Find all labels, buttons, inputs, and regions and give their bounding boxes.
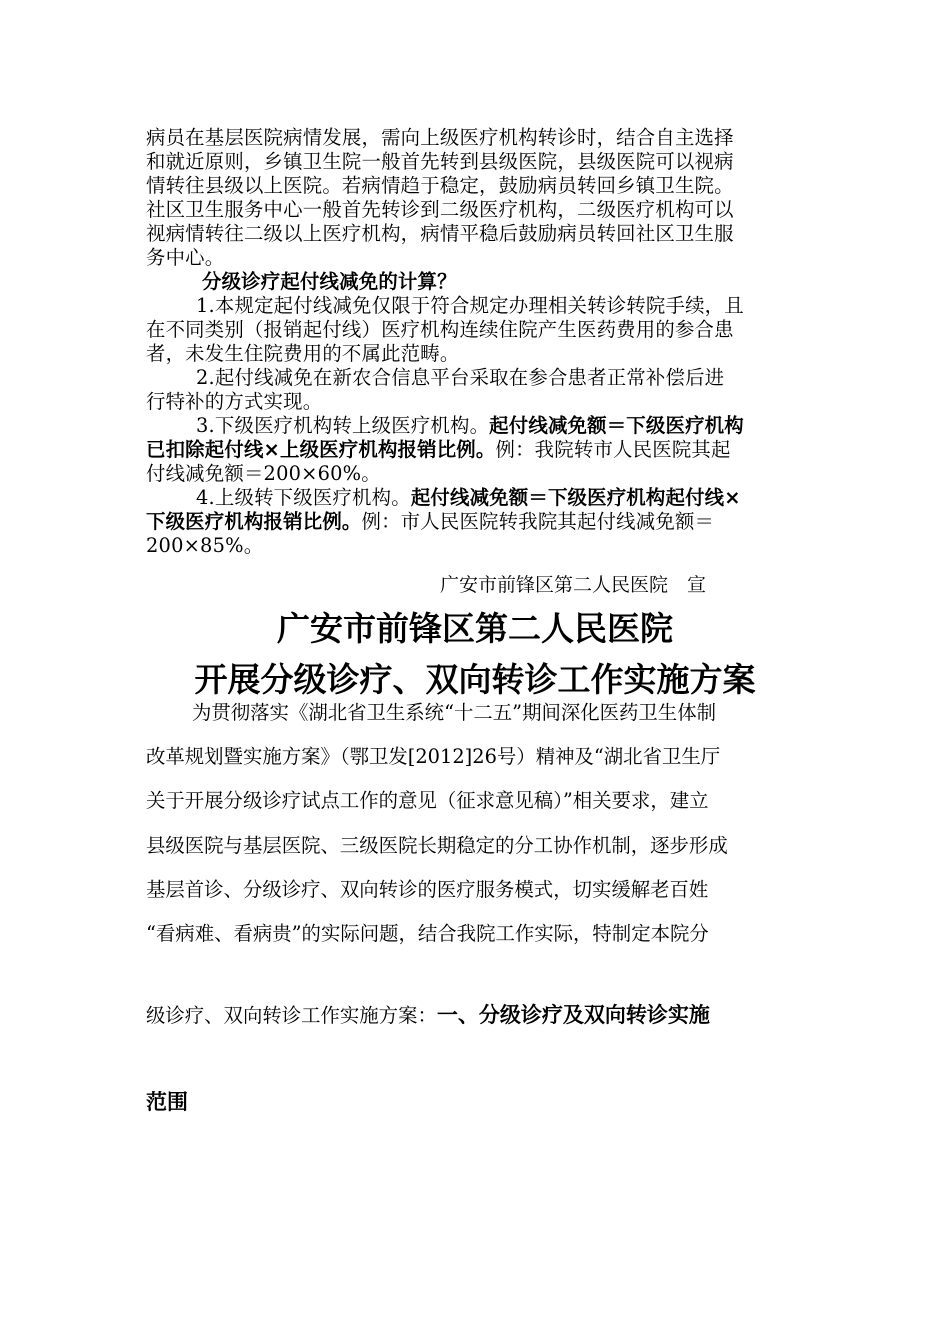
item-text: 例：市人民医院转我院其起付线减免额＝ [361,510,715,533]
paragraph-line: 社区卫生服务中心一般首先转诊到二级医疗机构，二级医疗机构可以 [146,198,734,221]
body-line: 为贯彻落实《湖北省卫生系统“十二五”期间深化医药卫生体制 [192,701,716,724]
paragraph-line: 病员在基层医院病情发展，需向上级医疗机构转诊时，结合自主选择 [146,126,734,149]
body-line: 县级医院与基层医院、三级医院长期稳定的分工协作机制，逐步形成 [146,834,728,857]
document-title: 广安市前锋区第二人民医院 [277,609,673,648]
item-line [146,414,806,438]
body-line: 关于开展分级诊疗试点工作的意见（征求意见稿）”相关要求，建立 [146,789,709,812]
body-line: 基层首诊、分级诊疗、双向转诊的医疗服务模式，切实缓解老百姓 [146,878,709,901]
section-heading: 一、分级诊疗及双向转诊实施 [436,1003,710,1027]
item-line: 行特补的方式实现。 [146,390,323,413]
item-line: 2.起付线减免在新农合信息平台采取在参合患者正常补偿后进 [196,366,725,389]
item-line [146,486,806,510]
item-line: 在不同类别（报销起付线）医疗机构连续住院产生医药费用的参合患 [146,318,734,341]
formula-text: 起付线减免额＝下级医疗机构起付线× [410,486,741,509]
body-line: 改革规划暨实施方案》（鄂卫发[2012]26号）精神及“湖北省卫生厅 [146,745,721,768]
document-subtitle: 开展分级诊疗、双向转诊工作实施方案 [194,660,756,699]
paragraph-line: 视病情转往二级以上医疗机构，病情平稳后鼓励病员转回社区卫生服 [146,222,734,245]
formula-text: 起付线减免额＝下级医疗机构 [489,414,744,437]
paragraph-line: 情转往县级以上医院。若病情趋于稳定，鼓励病员转回乡镇卫生院。 [146,174,734,197]
body-line [146,999,710,1029]
item-text: 3.下级医疗机构转上级医疗机构。 [196,414,490,437]
section-heading-tail: 范围 [146,1090,188,1114]
signature: 广安市前锋区第二人民医院 宣 [440,574,707,596]
item-text: 例：我院转市人民医院其起 [495,438,731,461]
formula-text: 已扣除起付线×上级医疗机构报销比例。 [146,438,496,461]
item-line: 者，未发生住院费用的不属此范畴。 [146,342,460,365]
item-line: 1.本规定起付线减免仅限于符合规定办理相关转诊转院手续，且 [196,294,744,317]
paragraph-line: 务中心。 [146,246,225,269]
item-line [146,510,806,534]
item-text: 4.上级转下级医疗机构。 [196,486,411,509]
item-line [146,438,806,462]
section-heading: 分级诊疗起付线减免的计算？ [202,270,457,293]
body-line: “看病难、看病贵”的实际问题，结合我院工作实际，特制定本院分 [146,922,709,945]
formula-text: 下级医疗机构报销比例。 [146,510,362,533]
paragraph-line: 和就近原则，乡镇卫生院一般首先转到县级医院，县级医院可以视病 [146,150,734,173]
item-line: 付线减免额＝200×60%。 [146,462,381,485]
body-text-plain: 级诊疗、双向转诊工作实施方案： [146,1004,437,1027]
referral-section [146,126,806,558]
item-line: 200×85%。 [146,534,264,557]
